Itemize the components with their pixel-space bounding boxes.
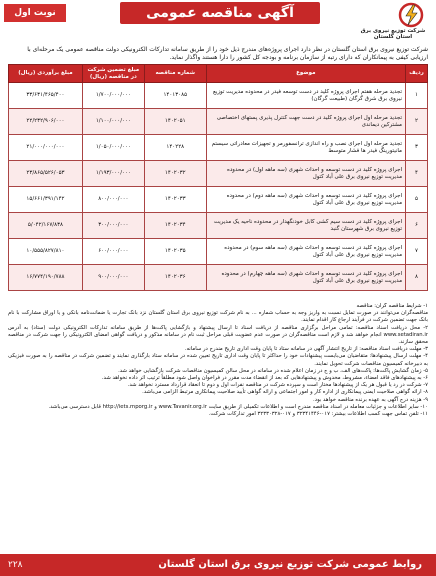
cell-credit: ۵/۰۴۲/۱۶۷/۸۳۸: [9, 213, 83, 239]
cell-row-number: ۱: [406, 83, 428, 109]
cell-row-number: ۷: [406, 239, 428, 265]
condition-item: ۱۰- سایر اطلاعات و جزئیات معامله در اسناد مناقصه مندرج است و اطلاعات تکمیلی از طریق سایت www.Tavanir.org.ir و http://iets.mporg.ir قابل دسترسی می‌باشد.: [48, 403, 428, 410]
condition-item: ۴- مهلت ارسال پیشنهادها: متقاضیان می‌بایست پیشنهادات خود را حداکثر تا پایان وقت اداری تاریخ تعیین شده در سامانه ستاد بارگذاری نمایند و تضمین شرکت در مناقصه را به صورت فیزیکی به دبیرخانه کمیسیون مناقصات شرکت تحویل نمایند.: [8, 353, 428, 367]
cell-deposit: ۳۰۰/۰۰۰/۰۰۰: [82, 213, 144, 239]
cell-subject: اجرای پروژه کلید در دست توسعه و احداث شهری (سه ماهه اول) در محدوده مدیریت توزیع نیروی برق علی آباد کتول: [206, 161, 405, 187]
cell-credit: ۱۶/۷۷۴/۱۹۰/۷۸۸: [9, 265, 83, 291]
cell-tender-number: ۱۴۰۲۰۳۴: [144, 213, 206, 239]
cell-tender-number: ۱۴۰۲۰۳۶: [144, 265, 206, 291]
cell-tender-number: ۱۴۰۲۰۳۵: [144, 239, 206, 265]
footer-text: روابط عمومی شرکت توزیع نیروی برق استان گلستان: [158, 559, 422, 570]
cell-subject: تجدید مرحله هفتم اجرای پروژه کلید در دست توسعه فیدر در محدوده مدیریت توزیع نیروی برق شرق گرگان (طبیعت گرگان): [206, 83, 405, 109]
header: [0, 0, 436, 42]
page-title: آگهی مناقصه عمومی: [120, 2, 320, 24]
cell-deposit: ۱/۰۵۰/۰۰۰/۰۰۰: [82, 135, 144, 161]
cell-deposit: ۱/۷۰۰/۰۰۰/۰۰۰: [82, 83, 144, 109]
cell-tender-number: ۱۴۰۱۳۰۸۵: [144, 83, 206, 109]
condition-item: ۲- محل دریافت اسناد مناقصه: تمامی مراحل برگزاری مناقصه از دریافت اسناد تا ارسال پیشنهاد و بازگشایی پاکت‌ها از طریق سامانه تدارکات الکترونیکی دولت (ستاد) به آدرس www.setadiran.ir انجام خواهد شد و لازم است مناقصه‌گران در صورت عدم عضویت قبلی مراحل ثبت نام در سامانه مذکور و دریافت گواهی امضای الکترونیکی را جهت شرکت در مناقصه محقق سازند.: [8, 324, 428, 346]
table-row: [9, 265, 428, 291]
cell-credit: ۱۰/۵۵۵/۸۲۷/۸۱۰: [9, 239, 83, 265]
table-row: [9, 83, 428, 109]
condition-item: مناقصه‌گران می‌توانند در صورت تمایل نسبت به واریز وجه به حساب شماره ... به نام شرکت توزیع نیروی برق استان گلستان نزد بانک تجارت یا ضمانت‌نامه بانکی و یا اوراق مشارکت با نام بانک جهت تضمین شرکت در فرآیند ارجاع کار اقدام نمایند.: [8, 310, 428, 324]
cell-credit: ۱۵/۶۶۱/۳۹۱/۱۴۲: [9, 187, 83, 213]
cell-tender-number: ۱۴۰۲۰۳۲: [144, 161, 206, 187]
header-tender-number: شماره مناقصه: [144, 65, 206, 83]
cell-credit: ۳۳/۶۳۱/۴۶۵/۴۰۰: [9, 83, 83, 109]
cell-deposit: ۹۰۰/۰۰۰/۰۰۰: [82, 265, 144, 291]
footer: [0, 554, 436, 576]
condition-item: ۶- به پیشنهادهای فاقد امضاء، مشروط، مخدوش و پیشنهادهایی که بعد از انقضاء مدت مقرر در فراخوان واصل شود مطلقاً ترتیب اثر داده نخواهد شد.: [101, 375, 428, 382]
tenders-table: [8, 64, 428, 291]
condition-item: ۷- شرکت در رد یا قبول هر یک از پیشنهادها مختار است و سپرده شرکت در مناقصه نفرات اول و دوم تا انعقاد قرارداد مسترد نخواهد شد.: [127, 382, 428, 389]
condition-item: ۱- شرایط مناقصه گران: مناقصه: [356, 303, 428, 309]
table-row: [9, 135, 428, 161]
cell-tender-number: ۱۴۰۲۰۳۳: [144, 187, 206, 213]
cell-subject: اجرای پروژه کلید در دست توسعه و احداث شهری (سه ماهه سوم) در محدوده مدیریت توزیع نیروی برق علی آباد کتول: [206, 239, 405, 265]
header-deposit: مبلغ تضمین شرکت در مناقصه (ریال): [82, 65, 144, 83]
cell-subject: تجدید مرحله اول اجرای نصب و راه اندازی ترانسفورمر و تجهیزات معادراتی سیستم مانیتورینگ فیدر ها فشار متوسط: [206, 135, 405, 161]
header-credit: مبلغ برآوردی (ریال): [9, 65, 83, 83]
cell-credit: ۲۱/۰۰۰/۰۰۰/۰۰۰: [9, 135, 83, 161]
page-number: ۲۲۸: [8, 560, 23, 570]
cell-deposit: ۸۰۰/۰۰۰/۰۰۰: [82, 187, 144, 213]
cell-row-number: ۲: [406, 109, 428, 135]
cell-deposit: ۱/۱۹۳/۰۰۰/۰۰۰: [82, 161, 144, 187]
condition-item: ۳- مهلت دریافت اسناد مناقصه: از تاریخ انتشار آگهی در سامانه ستاد تا پایان وقت اداری تاریخ مندرج در سامانه.: [184, 346, 428, 353]
turn-badge: نوبت اول: [4, 4, 66, 22]
condition-item: ۱۱- تلفن تماس جهت کسب اطلاعات بیشتر: ۰۱۷-۳۲۳۴۱۴۴۶ و ۰۱۷-۳۲۳۳۰۳۲۸ امور تدارکات شرکت.: [208, 411, 428, 418]
intro-paragraph: شرکت توزیع نیروی برق استان گلستان در نظر دارد اجرای پروژه‌های مندرج ذیل خود را از طریق سامانه تدارکات الکترونیکی دولت مناقصه عمومی یک مرحله‌ای با ارزیابی کیفی به پیمانکاران که دارای رتبه از سازمان برنامه و بودجه کل کشور را دارا هستند واگذار نماید.: [27, 46, 428, 61]
table-header-row: [9, 65, 428, 83]
conditions-text: [8, 303, 428, 553]
cell-tender-number: ۱۴۰۲۰۵۱: [144, 109, 206, 135]
lightning-logo-icon: [396, 2, 426, 28]
cell-subject: اجرای پروژه کلید در دست سیم کشی کابل خودنگهدار در محدوده ناحیه یک مدیریت توزیع نیروی برق شهرستان گنبد: [206, 213, 405, 239]
cell-row-number: ۴: [406, 161, 428, 187]
table-row: [9, 187, 428, 213]
cell-subject: تجدید مرحله اول اجرای پروژه کلید در دست جهت کنترل پذیری پستهای اختصاصی مشترکین دیماندی: [206, 109, 405, 135]
condition-item: ۵- زمان گشایش پاکت‌ها: پاکت‌های الف، ب و ج در زمان اعلام شده در سامانه در محل سالن کمیسیون مناقصات شرکت بازگشایی خواهد شد.: [118, 367, 428, 374]
condition-item: ۹- هزینه درج آگهی به عهده برنده مناقصه خواهد بود.: [313, 396, 428, 403]
cell-row-number: ۸: [406, 265, 428, 291]
header-row-number: ردیف: [406, 65, 428, 83]
cell-deposit: ۶۰۰/۰۰۰/۰۰۰: [82, 239, 144, 265]
company-logo: [354, 2, 432, 40]
table-row: [9, 239, 428, 265]
table-row: [9, 109, 428, 135]
cell-subject: اجرای پروژه کلید در دست توسعه و احداث شهری (سه ماهه دوم) در محدوده مدیریت توزیع نیروی برق علی آباد کتول: [206, 187, 405, 213]
cell-row-number: ۳: [406, 135, 428, 161]
cell-tender-number: ۱۴۰۲۲۸: [144, 135, 206, 161]
logo-text: شرکت توزیع نیروی برق استان گلستان: [360, 28, 426, 40]
cell-subject: اجرای پروژه کلید در دست توسعه و احداث شهری (سه ماهه چهارم) در محدوده مدیریت توزیع نیروی برق علی آباد کتول: [206, 265, 405, 291]
condition-item: ۸- ارائه گواهی صلاحیت ایمنی پیمانکاری از اداره کار و امور اجتماعی و ارائه گواهی تأیید صلاحیت پیمانکاری مرتبط الزامی می‌باشد.: [142, 389, 428, 396]
cell-credit: ۲۳/۸۶۵/۵۲۶/۰۵۳: [9, 161, 83, 187]
cell-row-number: ۶: [406, 213, 428, 239]
table-row: [9, 161, 428, 187]
cell-credit: ۲۲/۲۳۲/۹۰۶/۰۰۰: [9, 109, 83, 135]
cell-deposit: ۱/۱۰۰/۰۰۰/۰۰۰: [82, 109, 144, 135]
header-subject: موضوع: [206, 65, 405, 83]
table-row: [9, 213, 428, 239]
cell-row-number: ۵: [406, 187, 428, 213]
